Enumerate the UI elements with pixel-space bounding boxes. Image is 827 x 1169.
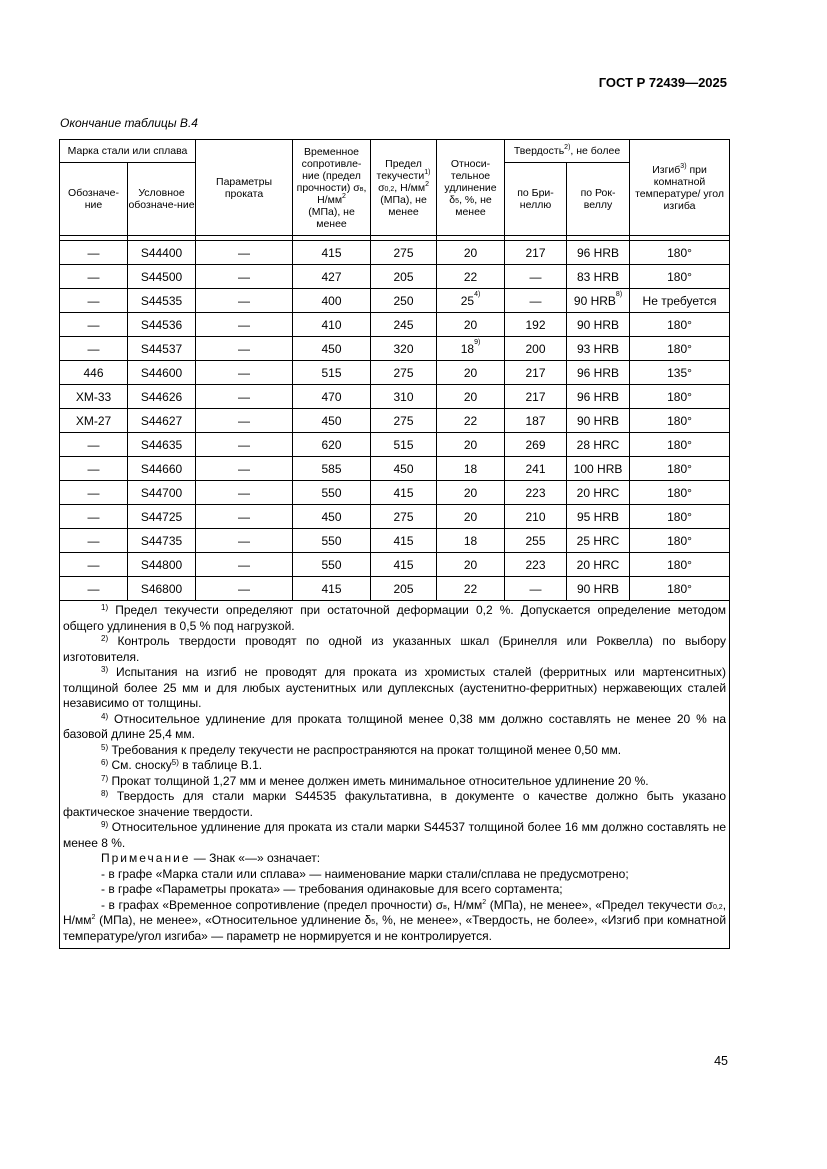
cell-rockwell: 20 HRC xyxy=(567,481,630,505)
cell-elongation: 20 xyxy=(437,241,505,265)
footnote-7: $^{7)}$ Прокат толщиной 1,27 мм и менее должен иметь минимальное относительное удлинение 20 %. xyxy=(101,773,649,788)
cell-bend: 180° xyxy=(630,505,730,529)
table-row xyxy=(60,529,730,553)
cell-rockwell: 93 HRB xyxy=(567,337,630,361)
cell-tensile: 515 xyxy=(293,361,371,385)
header-bend: Изгиб$^{3)}$ при комнатной температуре/ угол изгиба xyxy=(630,140,730,236)
cell-bend: 180° xyxy=(630,313,730,337)
cell-tensile: 585 xyxy=(293,457,371,481)
cell-conditional: S44600 xyxy=(128,361,196,385)
header-rockwell: по Рок-веллу xyxy=(567,163,630,236)
cell-bend: 135° xyxy=(630,361,730,385)
cell-bend: 180° xyxy=(630,241,730,265)
cell-params: — xyxy=(196,457,293,481)
cell-conditional: S44735 xyxy=(128,529,196,553)
header-hardness: Твердость$^{2)}$, не более xyxy=(505,140,630,163)
header-grade: Марка стали или сплава xyxy=(60,140,196,163)
cell-elongation: 20 xyxy=(437,433,505,457)
cell-yield: 415 xyxy=(371,529,437,553)
table-row xyxy=(60,361,730,385)
cell-conditional: S44627 xyxy=(128,409,196,433)
cell-tensile: 620 xyxy=(293,433,371,457)
cell-params: — xyxy=(196,409,293,433)
cell-params: — xyxy=(196,577,293,601)
cell-tensile: 470 xyxy=(293,385,371,409)
cell-tensile: 550 xyxy=(293,553,371,577)
cell-params: — xyxy=(196,433,293,457)
cell-bend: 180° xyxy=(630,529,730,553)
cell-elongation: 20 xyxy=(437,361,505,385)
note-intro: Примечание — Знак «—» означает: xyxy=(101,851,321,865)
table-row xyxy=(60,265,730,289)
table-row xyxy=(60,241,730,265)
table-row xyxy=(60,313,730,337)
cell-elongation: 20 xyxy=(437,553,505,577)
note-bullet-2: - в графе «Параметры проката» — требования одинаковые для всего сортамента; xyxy=(101,882,563,896)
cell-conditional: S46800 xyxy=(128,577,196,601)
cell-brinell: 223 xyxy=(505,553,567,577)
cell-conditional: S44400 xyxy=(128,241,196,265)
cell-tensile: 410 xyxy=(293,313,371,337)
cell-params: — xyxy=(196,529,293,553)
cell-tensile: 550 xyxy=(293,481,371,505)
cell-rockwell: 90 HRB xyxy=(567,313,630,337)
note-bullet-1: - в графе «Марка стали или сплава» — наименование марки стали/сплава не предусмотрено; xyxy=(101,866,629,881)
cell-yield: 310 xyxy=(371,385,437,409)
cell-tensile: 450 xyxy=(293,409,371,433)
cell-brinell: 241 xyxy=(505,457,567,481)
cell-yield: 205 xyxy=(371,577,437,601)
footnote-6: $^{6)}$ См. сноску$^{5)}$ в таблице В.1. xyxy=(101,758,263,772)
cell-params: — xyxy=(196,265,293,289)
cell-params: — xyxy=(196,385,293,409)
cell-bend: 180° xyxy=(630,337,730,361)
cell-elongation: 20 xyxy=(437,505,505,529)
cell-rockwell: 28 HRC xyxy=(567,433,630,457)
cell-tensile: 450 xyxy=(293,505,371,529)
cell-designation: — xyxy=(60,457,128,481)
cell-designation: 446 xyxy=(60,361,128,385)
cell-bend: 180° xyxy=(630,385,730,409)
cell-elongation: 20 xyxy=(437,385,505,409)
footnotes xyxy=(60,601,730,949)
footnote-3: $^{3)}$ Испытания на изгиб не проводят для проката из хромистых сталей (ферритных или мартенситных) толщиной более 25 мм и для любых аустенитных или дуплексных (аустенитно-ферритных) нержавеющих сталей независимо от толщины. xyxy=(63,665,727,710)
cell-params: — xyxy=(196,553,293,577)
footnote-1: $^{1)}$ Предел текучести определяют при остаточной деформации 0,2 %. Допускается определение методом общего удлинения в 0,5 % под нагрузкой. xyxy=(63,603,727,633)
cell-rockwell: 96 HRB xyxy=(567,361,630,385)
cell-tensile: 450 xyxy=(293,337,371,361)
cell-params: — xyxy=(196,505,293,529)
cell-tensile: 427 xyxy=(293,265,371,289)
cell-bend: 180° xyxy=(630,433,730,457)
cell-designation: — xyxy=(60,265,128,289)
header-designation: Обозначе-ние xyxy=(60,163,128,236)
cell-brinell: 217 xyxy=(505,385,567,409)
cell-rockwell: 25 HRC xyxy=(567,529,630,553)
cell-designation: — xyxy=(60,529,128,553)
cell-yield: 275 xyxy=(371,505,437,529)
cell-brinell: 192 xyxy=(505,313,567,337)
cell-bend: 180° xyxy=(630,409,730,433)
cell-conditional: S44700 xyxy=(128,481,196,505)
cell-elongation: 18$^{9)}$ xyxy=(437,337,505,361)
cell-rockwell: 95 HRB xyxy=(567,505,630,529)
cell-params: — xyxy=(196,313,293,337)
cell-elongation: 22 xyxy=(437,409,505,433)
cell-bend: 180° xyxy=(630,481,730,505)
cell-params: — xyxy=(196,241,293,265)
cell-conditional: S44500 xyxy=(128,265,196,289)
cell-conditional: S44536 xyxy=(128,313,196,337)
footnote-8: $^{8)}$ Твердость для стали марки S44535 факультативна, в документе о качестве должно быть указано фактическое значение твердости. xyxy=(63,789,727,819)
cell-designation: — xyxy=(60,241,128,265)
cell-rockwell: 96 HRB xyxy=(567,241,630,265)
cell-conditional: S44537 xyxy=(128,337,196,361)
cell-yield: 320 xyxy=(371,337,437,361)
table-row xyxy=(60,553,730,577)
cell-brinell: 200 xyxy=(505,337,567,361)
cell-bend: 180° xyxy=(630,553,730,577)
table-row xyxy=(60,433,730,457)
cell-brinell: 217 xyxy=(505,361,567,385)
cell-designation: XM-33 xyxy=(60,385,128,409)
cell-bend: 180° xyxy=(630,265,730,289)
cell-rockwell: 90 HRB$^{8)}$ xyxy=(567,289,630,313)
cell-tensile: 400 xyxy=(293,289,371,313)
table-caption: Окончание таблицы В.4 xyxy=(60,116,198,130)
cell-yield: 250 xyxy=(371,289,437,313)
cell-yield: 415 xyxy=(371,481,437,505)
footnote-5: $^{5)}$ Требования к пределу текучести не распространяются на прокат толщиной менее 0,50 мм. xyxy=(101,742,622,757)
header-params: Параметры проката xyxy=(196,140,293,236)
cell-rockwell: 100 HRB xyxy=(567,457,630,481)
cell-yield: 450 xyxy=(371,457,437,481)
page-number: 45 xyxy=(714,1054,728,1068)
cell-yield: 275 xyxy=(371,361,437,385)
cell-elongation: 22 xyxy=(437,577,505,601)
cell-rockwell: 90 HRB xyxy=(567,409,630,433)
cell-rockwell: 96 HRB xyxy=(567,385,630,409)
cell-yield: 415 xyxy=(371,553,437,577)
cell-designation: — xyxy=(60,337,128,361)
cell-brinell: 223 xyxy=(505,481,567,505)
cell-params: — xyxy=(196,361,293,385)
cell-designation: XM-27 xyxy=(60,409,128,433)
note-bullet-3: - в графах «Временное сопротивление (предел прочности) $\sigma_в$, $Н/мм^2$ (МПа), не менее», «Предел текучести $\sigma_{0,2}$, $Н/мм^2$ (МПа), не менее», «Относительное удлинение $\delta_5$, %, не менее», «Твердость, не более», «Изгиб при комнатной температуре/угол изгиба» — параметр не нормируется и не контролируется. xyxy=(63,897,727,943)
cell-designation: — xyxy=(60,505,128,529)
cell-elongation: 18 xyxy=(437,457,505,481)
cell-brinell: 217 xyxy=(505,241,567,265)
cell-brinell: 187 xyxy=(505,409,567,433)
cell-tensile: 415 xyxy=(293,577,371,601)
cell-elongation: 22 xyxy=(437,265,505,289)
cell-brinell: — xyxy=(505,577,567,601)
header-tensile: Временное сопротивле-ние (предел прочности) $\sigma_в$, $Н/мм^2$ (МПа), не менее xyxy=(293,140,371,236)
cell-conditional: S44660 xyxy=(128,457,196,481)
cell-rockwell: 90 HRB xyxy=(567,577,630,601)
header-elongation: Относи-тельное удлинение $\delta_5$, %, не менее xyxy=(437,140,505,236)
footnote-4: $^{4)}$ Относительное удлинение для проката толщиной менее 0,38 мм должно составлять не менее 20 % на базовой длине 25,4 мм. xyxy=(63,711,727,741)
cell-brinell: 255 xyxy=(505,529,567,553)
cell-brinell: — xyxy=(505,289,567,313)
cell-brinell: 210 xyxy=(505,505,567,529)
table-row xyxy=(60,289,730,313)
table-row xyxy=(60,337,730,361)
cell-conditional: S44635 xyxy=(128,433,196,457)
cell-conditional: S44725 xyxy=(128,505,196,529)
cell-designation: — xyxy=(60,433,128,457)
cell-elongation: 20 xyxy=(437,313,505,337)
cell-designation: — xyxy=(60,553,128,577)
header-yield: Предел текучести$^{1)}$ $\sigma_{0,2}$, $Н/мм^2$ (МПа), не менее xyxy=(371,140,437,236)
cell-tensile: 415 xyxy=(293,241,371,265)
cell-bend: 180° xyxy=(630,457,730,481)
cell-brinell: — xyxy=(505,265,567,289)
cell-designation: — xyxy=(60,577,128,601)
cell-conditional: S44535 xyxy=(128,289,196,313)
cell-params: — xyxy=(196,337,293,361)
header-conditional: Условное обозначе-ние xyxy=(128,163,196,236)
cell-conditional: S44800 xyxy=(128,553,196,577)
cell-yield: 245 xyxy=(371,313,437,337)
cell-yield: 275 xyxy=(371,241,437,265)
table-row xyxy=(60,577,730,601)
cell-elongation: 25$^{4)}$ xyxy=(437,289,505,313)
cell-bend: Не требуется xyxy=(630,289,730,313)
table-row xyxy=(60,457,730,481)
document-id: ГОСТ Р 72439—2025 xyxy=(598,75,727,90)
cell-designation: — xyxy=(60,289,128,313)
cell-elongation: 18 xyxy=(437,529,505,553)
cell-designation: — xyxy=(60,313,128,337)
cell-params: — xyxy=(196,289,293,313)
cell-yield: 275 xyxy=(371,409,437,433)
cell-bend: 180° xyxy=(630,577,730,601)
cell-elongation: 20 xyxy=(437,481,505,505)
cell-designation: — xyxy=(60,481,128,505)
cell-params: — xyxy=(196,481,293,505)
footnote-9: $^{9)}$ Относительное удлинение для проката из стали марки S44537 толщиной более 16 мм должно составлять не менее 8 %. xyxy=(63,820,727,850)
table-row xyxy=(60,385,730,409)
table-row xyxy=(60,481,730,505)
table-row xyxy=(60,409,730,433)
footnote-2: $^{2)}$ Контроль твердости проводят по одной из указанных шкал (Бринелля или Роквелла) по выбору изготовителя. xyxy=(63,634,727,664)
header-brinell: по Бри-неллю xyxy=(505,163,567,236)
cell-rockwell: 20 HRC xyxy=(567,553,630,577)
table-row xyxy=(60,505,730,529)
cell-yield: 515 xyxy=(371,433,437,457)
cell-rockwell: 83 HRB xyxy=(567,265,630,289)
properties-table xyxy=(59,139,730,949)
cell-tensile: 550 xyxy=(293,529,371,553)
cell-yield: 205 xyxy=(371,265,437,289)
cell-conditional: S44626 xyxy=(128,385,196,409)
cell-brinell: 269 xyxy=(505,433,567,457)
